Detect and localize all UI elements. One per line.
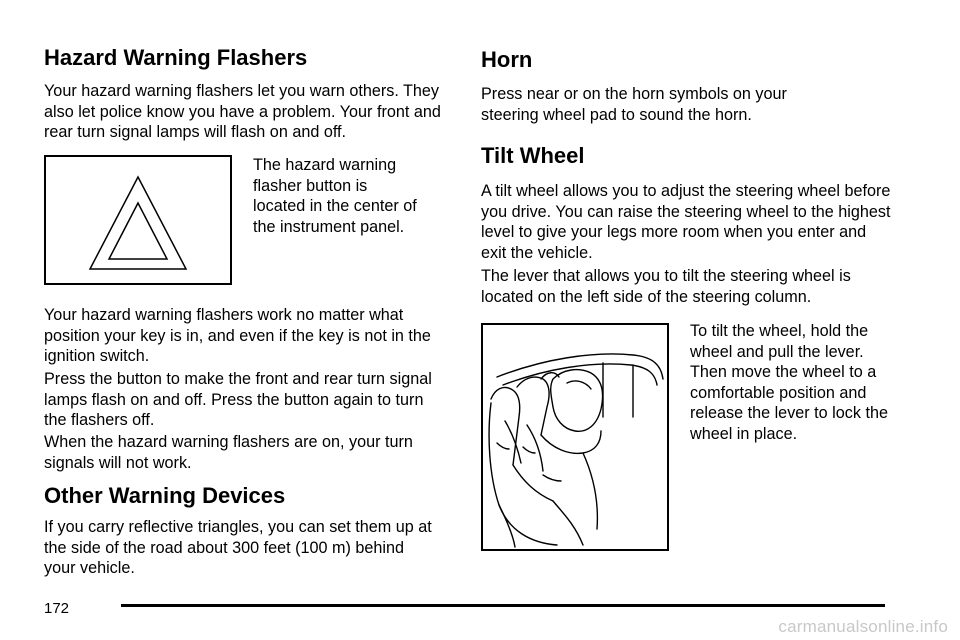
tilt-wheel-figure <box>481 323 669 551</box>
other-devices-heading: Other Warning Devices <box>44 483 286 508</box>
hazard-para2: Your hazard warning flashers work no matter what position your key is in, and even if the key is not in the ignition switch. <box>44 306 431 365</box>
tilt-wheel-para1: A tilt wheel allows you to adjust the steering wheel before you drive. You can raise the steering wheel to the highest level to give your legs more room when you enter and exit the vehicle. <box>481 182 891 262</box>
horn-heading: Horn <box>481 47 533 72</box>
hazard-figure-caption: The hazard warning flasher button is located in the center of the instrument panel. <box>253 156 417 236</box>
page-number: 172 <box>44 600 70 617</box>
hazard-para3: Press the button to make the front and rear turn signal lamps flash on and off. Press the button again to turn the flashers off. <box>44 370 432 429</box>
hazard-triangle-icon <box>46 157 230 283</box>
other-devices-body: If you carry reflective triangles, you can set them up at the side of the road about 300 feet (100 m) behind your vehicle. <box>44 518 432 577</box>
hazard-figure <box>44 155 232 285</box>
hazard-heading: Hazard Warning Flashers <box>44 45 308 70</box>
watermark: carmanualsonline.info <box>778 617 948 636</box>
tilt-wheel-para2: The lever that allows you to tilt the steering wheel is located on the left side of the steering column. <box>481 267 851 306</box>
footer-rule <box>121 604 885 607</box>
hazard-para4: When the hazard warning flashers are on, your turn signals will not work. <box>44 433 413 472</box>
tilt-wheel-heading: Tilt Wheel <box>481 143 585 168</box>
hand-on-lever-illustration <box>483 325 667 549</box>
horn-body: Press near or on the horn symbols on your steering wheel pad to sound the horn. <box>481 85 787 124</box>
hazard-intro: Your hazard warning flashers let you warn others. They also let police know you have a problem. Your front and rear turn signal lamps will flash on and off. <box>44 82 441 141</box>
tilt-wheel-figure-caption: To tilt the wheel, hold the wheel and pull the lever. Then move the wheel to a comfortable position and release the lever to lock the wheel in place. <box>690 322 888 443</box>
